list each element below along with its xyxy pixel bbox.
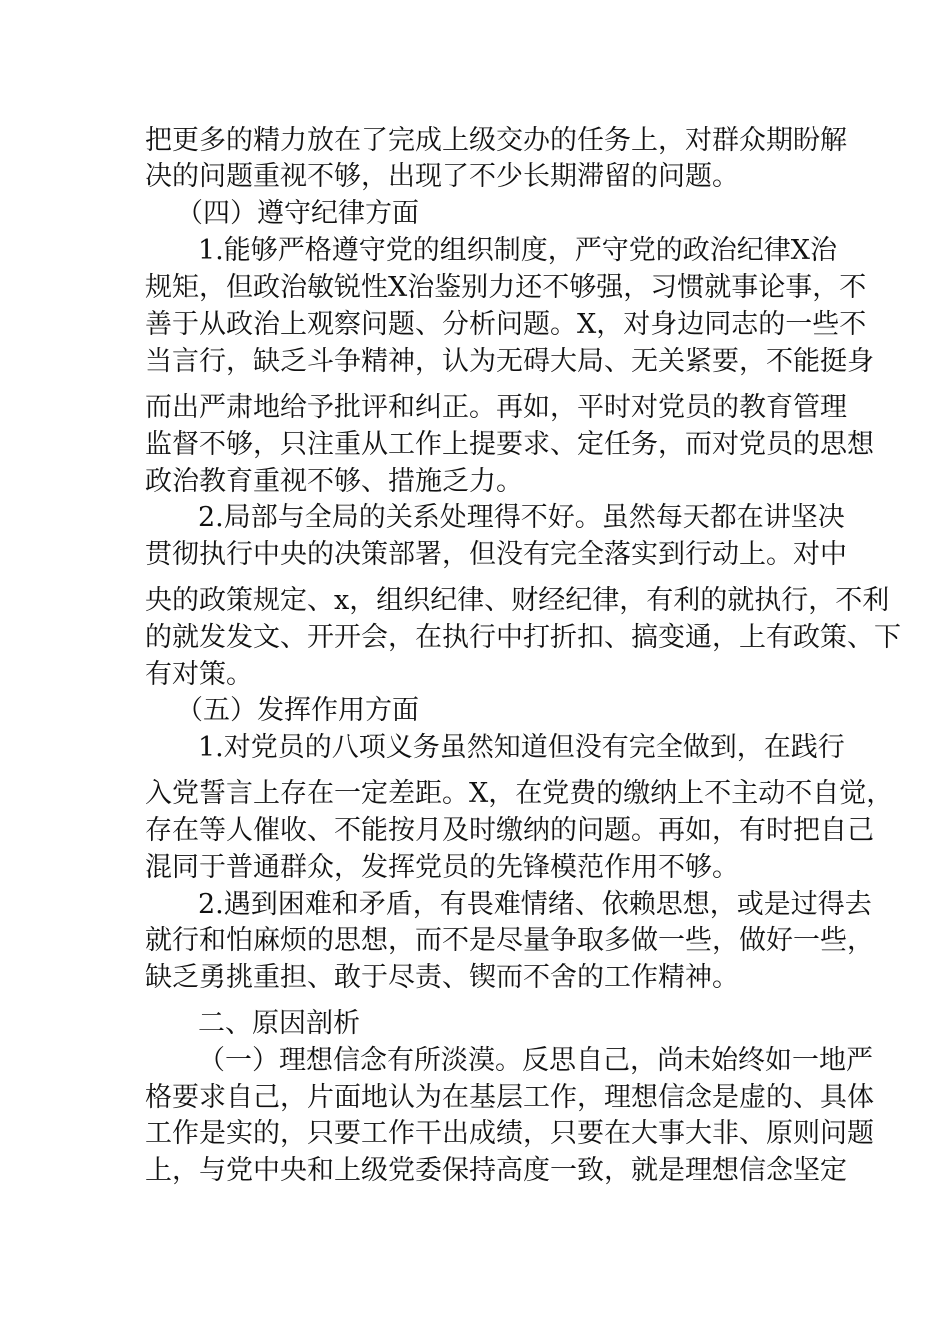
text-line: 而出严肃地给予批评和纠正。再如，平时对党员的教育管理 xyxy=(145,392,847,423)
text-line: 工作是实的，只要工作干出成绩，只要在大事大非、原则问题 xyxy=(145,1118,874,1149)
section-heading: （四）遵守纪律方面 xyxy=(176,198,419,229)
text-line: 政治教育重视不够、措施乏力。 xyxy=(145,466,523,497)
section-heading: （五）发挥作用方面 xyxy=(176,695,419,726)
text-line: 当言行，缺乏斗争精神，认为无碍大局、无关紧要，不能挺身 xyxy=(145,346,874,377)
text-line: 的就发发文、开开会，在执行中打折扣、搞变通，上有政策、下 xyxy=(145,622,901,653)
text-line: 把更多的精力放在了完成上级交办的任务上，对群众期盼解 xyxy=(145,125,847,156)
section-heading: 二、原因剖析 xyxy=(198,1008,360,1039)
text-line: 入党誓言上存在一定差距。X，在党费的缴纳上不主动不自觉， xyxy=(145,778,894,809)
text-line: 格要求自己，片面地认为在基层工作，理想信念是虚的、具体 xyxy=(145,1082,874,1113)
text-line: 规矩，但政治敏锐性X治鉴别力还不够强，习惯就事论事，不 xyxy=(145,272,867,303)
text-line: 监督不够，只注重从工作上提要求、定任务，而对党员的思想 xyxy=(145,429,874,460)
text-line: 2.遇到困难和矛盾，有畏难情绪、依赖思想，或是过得去 xyxy=(198,889,872,920)
text-line: 央的政策规定、x，组织纪律、财经纪律，有利的就执行，不利 xyxy=(145,585,890,616)
text-line: 善于从政治上观察问题、分析问题。X，对身边同志的一些不 xyxy=(145,309,867,340)
text-line: 1.对党员的八项义务虽然知道但没有完全做到，在践行 xyxy=(198,732,845,763)
text-line: 有对策。 xyxy=(145,659,253,690)
text-line: 存在等人催收、不能按月及时缴纳的问题。再如，有时把自己 xyxy=(145,815,874,846)
text-line: 2.局部与全局的关系处理得不好。虽然每天都在讲坚决 xyxy=(198,502,845,533)
text-line: 贯彻执行中央的决策部署，但没有完全落实到行动上。对中 xyxy=(145,539,847,570)
text-line: 决的问题重视不够，出现了不少长期滞留的问题。 xyxy=(145,161,739,192)
text-line: 1.能够严格遵守党的组织制度，严守党的政治纪律X治 xyxy=(198,235,837,266)
text-line: （一）理想信念有所淡漠。反思自己，尚未始终如一地严 xyxy=(198,1045,873,1076)
text-line: 就行和怕麻烦的思想，而不是尽量争取多做一些，做好一些， xyxy=(145,925,874,956)
text-line: 上，与党中央和上级党委保持高度一致，就是理想信念坚定 xyxy=(145,1155,847,1186)
text-line: 混同于普通群众，发挥党员的先锋模范作用不够。 xyxy=(145,852,739,883)
text-line: 缺乏勇挑重担、敢于尽责、锲而不舍的工作精神。 xyxy=(145,962,739,993)
